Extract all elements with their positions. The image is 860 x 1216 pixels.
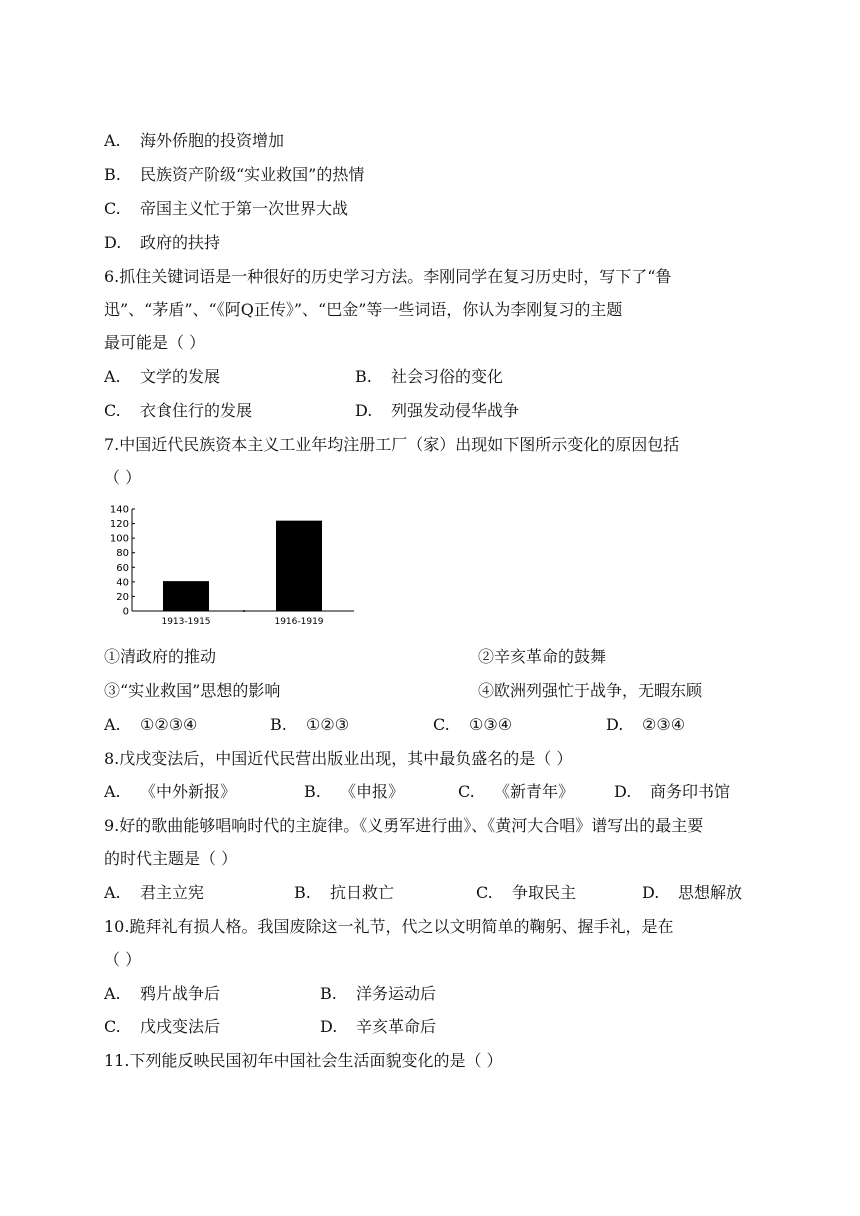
x-category-label: 1913-1915: [161, 617, 211, 627]
q10-option-a: A. 鸦片战争后: [104, 984, 221, 1003]
y-tick-label: 40: [116, 577, 129, 589]
q6-option-d: D. 列强发动侵华战争: [355, 401, 520, 420]
q8-option-c: C. 《新青年》: [458, 782, 575, 801]
axis-dot: [243, 610, 245, 612]
q5-option-a: A. 海外侨胞的投资增加: [104, 131, 285, 150]
q7-statement-4: ④欧洲列强忙于战争，无暇东顾: [478, 681, 703, 700]
q8-stem: 8.戊戌变法后，中国近代民营出版业出现，其中最负盛名的是（ ）: [104, 749, 573, 768]
q8-option-a: A. 《中外新报》: [104, 782, 237, 801]
q5-option-c: C. 帝国主义忙于第一次世界大战: [104, 199, 349, 218]
y-tick-label: 60: [116, 562, 129, 574]
q9-option-d: D. 思想解放: [642, 883, 743, 902]
y-tick-label: 80: [116, 548, 129, 560]
y-tick-label: 120: [109, 519, 129, 531]
q7-option-d: D. ②③④: [606, 715, 686, 734]
q8-option-b: B. 《申报》: [304, 782, 405, 801]
q7-option-b: B. ①②③: [270, 715, 350, 734]
q11-stem: 11.下列能反映民国初年中国社会生活面貌变化的是（ ）: [104, 1051, 503, 1070]
q8-option-d: D. 商务印书馆: [614, 782, 731, 801]
q9-option-b: B. 抗日救亡: [294, 883, 395, 902]
bar-1913-1915: [163, 581, 209, 611]
q10-stem-line-1: 10.跪拜礼有损人格。我国废除这一礼节，代之以文明简单的鞠躬、握手礼，是在: [104, 917, 674, 936]
q9-option-c: C. 争取民主: [476, 883, 577, 902]
q6-stem-line-3: 最可能是（ ）: [104, 333, 206, 352]
y-tick-label: 140: [109, 504, 129, 516]
q10-option-b: B. 洋务运动后: [320, 984, 437, 1003]
q6-option-b: B. 社会习俗的变化: [355, 367, 504, 386]
y-tick-label: 0: [122, 606, 129, 618]
y-axis-ticks: [110, 505, 135, 618]
factory-bar-chart: [104, 502, 356, 628]
q7-statement-3: ③“实业救国”思想的影响: [104, 681, 281, 700]
x-axis-labels: [161, 617, 323, 627]
q9-option-a: A. 君主立宪: [104, 883, 205, 902]
q7-stem-line-2: （ ）: [104, 468, 142, 487]
bar-1916-1919: [276, 521, 322, 611]
q7-statement-2: ②辛亥革命的鼓舞: [478, 647, 607, 666]
q10-option-c: C. 戊戌变法后: [104, 1017, 221, 1036]
x-category-label: 1916-1919: [274, 617, 324, 627]
q9-stem-line-2: 的时代主题是（ ）: [104, 849, 238, 868]
q5-option-d: D. 政府的扶持: [104, 233, 221, 252]
q10-stem-line-2: （ ）: [104, 950, 142, 969]
bars: [163, 521, 322, 611]
q6-stem-line-2: 迅”、“茅盾”、“《阿Q正传》”、“巴金”等一些词语，你认为李刚复习的主题: [104, 300, 623, 319]
y-tick-label: 20: [116, 591, 129, 603]
y-tick-label: 100: [109, 533, 129, 545]
q9-stem-line-1: 9.好的歌曲能够唱响时代的主旋律。《义勇军进行曲》、《黄河大合唱》谱写出的最主要: [104, 816, 704, 835]
q5-option-b: B. 民族资产阶级“实业救国”的热情: [104, 165, 365, 184]
q6-option-a: A. 文学的发展: [104, 367, 221, 386]
q10-option-d: D. 辛亥革命后: [320, 1017, 437, 1036]
q7-stem-line-1: 7.中国近代民族资本主义工业年均注册工厂（家）出现如下图所示变化的原因包括: [104, 435, 680, 454]
q7-option-a: A. ①②③④: [104, 715, 198, 734]
q6-stem-line-1: 6.抓住关键词语是一种很好的历史学习方法。李刚同学在复习历史时，写下了“鲁: [104, 267, 672, 286]
q6-option-c: C. 衣食住行的发展: [104, 401, 253, 420]
q7-statement-1: ①清政府的推动: [104, 647, 217, 666]
q7-option-c: C. ①③④: [433, 715, 513, 734]
